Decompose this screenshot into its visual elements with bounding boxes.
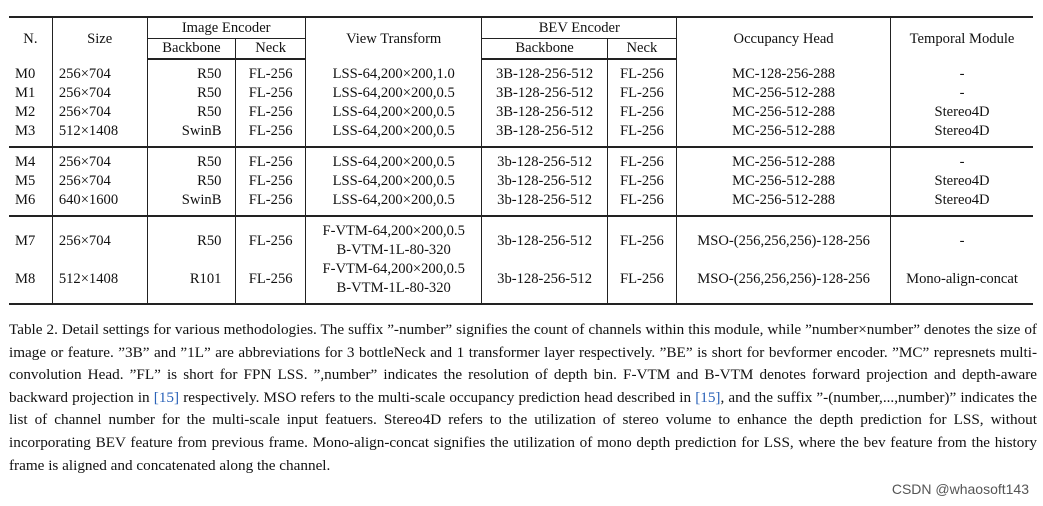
view-transform-cell	[305, 147, 482, 172]
bev-backbone-cell: 3B-128-256-512	[482, 84, 607, 103]
table-row	[9, 84, 1033, 103]
bev-backbone-cell: 3B-128-256-512	[482, 103, 607, 122]
bev-neck-cell: FL-256	[607, 147, 676, 172]
image-backbone-cell: R50	[147, 147, 236, 172]
model-id-cell: M6	[9, 191, 52, 216]
bev-backbone-cell: 3b-128-256-512	[482, 147, 607, 172]
bev-backbone-cell: 3b-128-256-512	[482, 216, 607, 260]
size-cell: 256×704	[52, 147, 147, 172]
bev-backbone-cell: 3B-128-256-512	[482, 122, 607, 147]
caption-text-2: respectively. MSO refers to the multi-scale occupancy prediction head described in	[179, 388, 696, 406]
occupancy-head-cell: MC-256-512-288	[677, 122, 891, 147]
watermark: CSDN @whaosoft143	[891, 481, 1029, 497]
header-occupancy-head: Occupancy Head	[677, 17, 891, 59]
size-cell: 256×704	[52, 172, 147, 191]
temporal-module-cell: Stereo4D	[891, 191, 1033, 216]
table-row	[9, 147, 1033, 172]
size-cell: 256×704	[52, 59, 147, 84]
header-size: Size	[52, 17, 147, 59]
size-cell: 512×1408	[52, 122, 147, 147]
size-cell: 512×1408	[52, 260, 147, 304]
occupancy-head-cell: MC-256-512-288	[677, 172, 891, 191]
view-transform-line-1: LSS-64,200×200,0.5	[332, 123, 455, 139]
model-id-cell: M5	[9, 172, 52, 191]
image-backbone-cell: R50	[147, 84, 236, 103]
table-row	[9, 216, 1033, 260]
caption-text-3: , and the suffix ”-(number,...,number)” indicates the list of channel number for the multi-scale input featuers. Stereo4D refers to the utilization of stereo volume to enhance the depth prediction for LSS, without incorporating BEV feature from previous frame. Mono-align-concat signifies the utilization of mono depth prediction for LSS, where the bev feature from the history frame is aligned and concatenated along the channel.	[9, 388, 1037, 474]
bev-neck-cell: FL-256	[607, 59, 676, 84]
table-row	[9, 103, 1033, 122]
view-transform-line-2: B-VTM-1L-80-320	[336, 280, 451, 296]
header-n: N.	[9, 17, 52, 59]
model-id-cell: M4	[9, 147, 52, 172]
bev-neck-cell: FL-256	[607, 216, 676, 260]
header-image-encoder: Image Encoder	[147, 17, 305, 39]
model-id-cell: M1	[9, 84, 52, 103]
citation-link-2[interactable]: [15]	[695, 388, 721, 406]
header-bev-backbone: Backbone	[482, 39, 607, 60]
temporal-module-cell: Stereo4D	[891, 122, 1033, 147]
view-transform-cell	[305, 191, 482, 216]
image-neck-cell: FL-256	[236, 191, 305, 216]
temporal-module-cell: -	[959, 85, 965, 101]
image-neck-cell: FL-256	[236, 172, 305, 191]
citation-link-1[interactable]: [15]	[153, 388, 180, 406]
table-row	[9, 122, 1033, 147]
temporal-module-cell: Stereo4D	[934, 173, 990, 189]
bev-backbone-cell: 3b-128-256-512	[482, 191, 607, 216]
view-transform-cell	[305, 122, 482, 147]
size-cell: 256×704	[52, 216, 147, 260]
temporal-module-cell: Mono-align-concat	[891, 260, 1033, 304]
image-backbone-cell: R50	[147, 59, 236, 84]
image-backbone-cell: R50	[147, 216, 236, 260]
view-transform-cell	[305, 260, 482, 304]
image-backbone-cell: R101	[147, 260, 236, 304]
table-row	[9, 59, 1033, 84]
header-image-backbone: Backbone	[147, 39, 236, 60]
model-id-cell: M8	[9, 260, 52, 304]
header-temporal-module: Temporal Module	[891, 17, 1033, 59]
view-transform-line-1: LSS-64,200×200,0.5	[332, 104, 455, 120]
size-cell: 640×1600	[52, 191, 147, 216]
image-neck-cell: FL-256	[236, 147, 305, 172]
image-backbone-cell: SwinB	[147, 191, 236, 216]
header-image-neck: Neck	[236, 39, 305, 60]
temporal-module-cell: Stereo4D	[934, 104, 990, 120]
model-id-cell: M2	[9, 103, 52, 122]
bev-neck-cell: FL-256	[607, 172, 676, 191]
size-cell: 256×704	[52, 103, 147, 122]
view-transform-cell	[305, 84, 482, 103]
image-neck-cell: FL-256	[236, 59, 305, 84]
image-neck-cell: FL-256	[236, 216, 305, 260]
temporal-module-cell: -	[959, 154, 965, 170]
view-transform-line-1: LSS-64,200×200,0.5	[332, 154, 455, 170]
image-neck-cell: FL-256	[236, 84, 305, 103]
view-transform-line-1: F-VTM-64,200×200,0.5	[322, 261, 465, 277]
image-backbone-cell: R50	[147, 172, 236, 191]
table-row	[9, 191, 1033, 216]
settings-table	[9, 16, 1033, 305]
size-cell: 256×704	[52, 84, 147, 103]
bev-backbone-cell: 3b-128-256-512	[482, 260, 607, 304]
occupancy-head-cell: MC-256-512-288	[677, 84, 891, 103]
header-bev-encoder: BEV Encoder	[482, 17, 677, 39]
view-transform-line-2: B-VTM-1L-80-320	[336, 242, 451, 258]
occupancy-head-cell: MSO-(256,256,256)-128-256	[677, 260, 891, 304]
table-caption	[9, 319, 1037, 477]
temporal-module-cell: -	[959, 232, 965, 249]
bev-backbone-cell: 3b-128-256-512	[482, 172, 607, 191]
table-row	[9, 260, 1033, 304]
caption-text-1: Table 2. Detail settings for various methodologies. The suffix ”-number” signifies the count of channels within this module, while ”number×number” denotes the size of image or feature. ”3B” and ”1L” are abbreviations for 3 bottleNeck and 1 transformer layer respectively. ”BE” is short for bevformer encoder. ”MC” represnets multi-convolution Head. ”FL” is short for FPN LSS. ”,number” indicates the resolution of depth bin. F-VTM and B-VTM denotes forward projection and depth-aware backward projection in	[9, 321, 1037, 406]
settings-table-container	[9, 16, 1033, 305]
occupancy-head-cell: MC-256-512-288	[677, 191, 891, 216]
model-id-cell: M0	[9, 59, 52, 84]
occupancy-head-cell: MC-256-512-288	[677, 147, 891, 172]
view-transform-line-1: LSS-64,200×200,0.5	[332, 192, 455, 208]
image-backbone-cell: R50	[147, 103, 236, 122]
image-neck-cell: FL-256	[236, 122, 305, 147]
bev-neck-cell: FL-256	[607, 122, 676, 147]
image-neck-cell: FL-256	[236, 260, 305, 304]
view-transform-line-1: F-VTM-64,200×200,0.5	[322, 223, 465, 239]
view-transform-cell	[305, 59, 482, 84]
table-row	[9, 172, 1033, 191]
occupancy-head-cell: MSO-(256,256,256)-128-256	[677, 216, 891, 260]
model-id-cell: M3	[9, 122, 52, 147]
view-transform-cell	[305, 216, 482, 260]
image-backbone-cell: SwinB	[147, 122, 236, 147]
view-transform-line-1: LSS-64,200×200,0.5	[332, 85, 455, 101]
bev-neck-cell: FL-256	[607, 260, 676, 304]
header-view-transform: View Transform	[305, 17, 482, 59]
bev-neck-cell: FL-256	[607, 84, 676, 103]
bev-neck-cell: FL-256	[607, 191, 676, 216]
bev-backbone-cell: 3B-128-256-512	[482, 59, 607, 84]
header-bev-neck: Neck	[607, 39, 676, 60]
view-transform-line-1: LSS-64,200×200,0.5	[332, 173, 455, 189]
view-transform-line-1: LSS-64,200×200,1.0	[332, 65, 455, 82]
occupancy-head-cell: MC-256-512-288	[677, 103, 891, 122]
temporal-module-cell: -	[959, 65, 965, 82]
model-id-cell: M7	[9, 216, 52, 260]
image-neck-cell: FL-256	[236, 103, 305, 122]
occupancy-head-cell: MC-128-256-288	[677, 59, 891, 84]
view-transform-cell	[305, 172, 482, 191]
bev-neck-cell: FL-256	[607, 103, 676, 122]
view-transform-cell	[305, 103, 482, 122]
table-body	[9, 59, 1033, 304]
